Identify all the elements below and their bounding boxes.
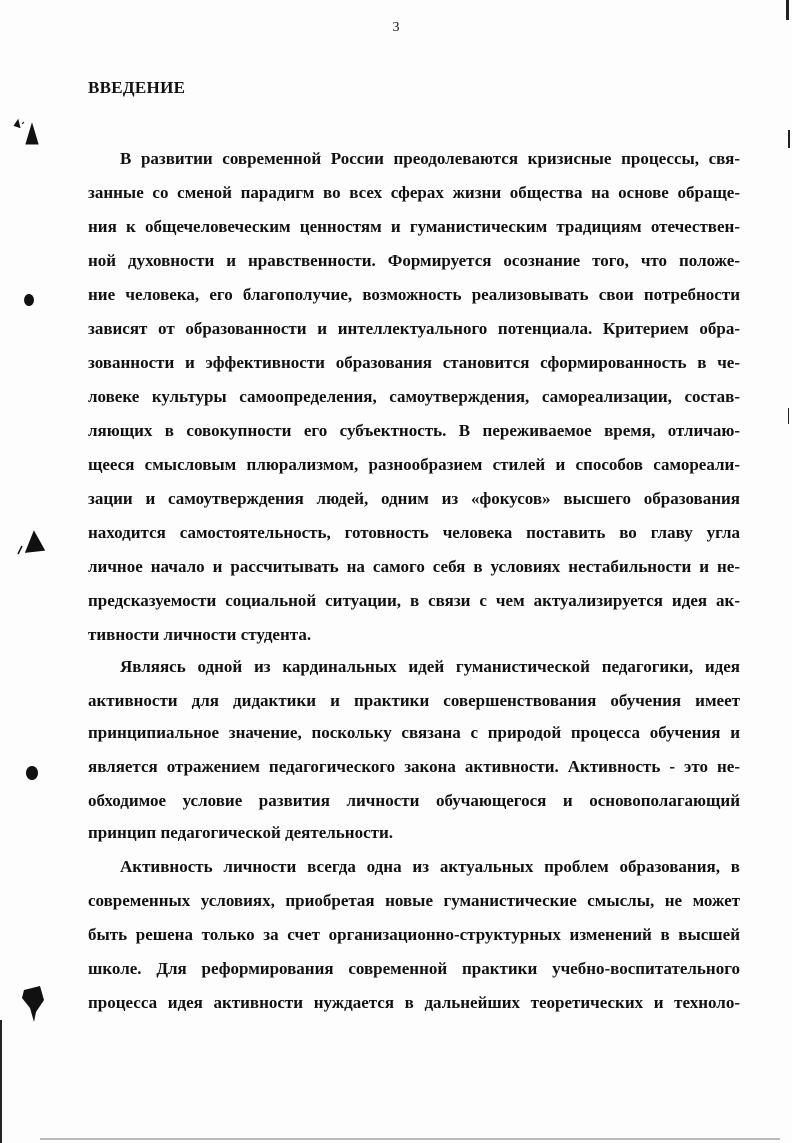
text-line: современных условиях, приобретая новые гуманистические смыслы, не может: [88, 891, 740, 910]
text-line: ляющих в совокупности его субъектность. В переживаемое время, отличаю-: [88, 421, 740, 440]
text-line: зависят от образованности и интеллектуального потенциала. Критерием обра-: [88, 319, 740, 338]
text-line: занные со сменой парадигм во всех сферах жизни общества на основе обраще-: [88, 183, 740, 202]
scan-dot-icon: [26, 766, 38, 780]
page-title: ВВЕДЕНИЕ: [88, 78, 186, 97]
text-line: активности для дидактики и практики совершенствования обучения имеет: [88, 691, 740, 710]
scan-dot-icon: [24, 294, 34, 306]
scan-mark-icon: [20, 984, 48, 1024]
text-line: предсказуемости социальной ситуации, в связи с чем актуализируется идея ак-: [88, 591, 740, 610]
scan-edge-line: [40, 1138, 780, 1140]
text-line: Являясь одной из кардинальных идей гуманистической педагогики, идея: [120, 657, 740, 676]
page-number: 3: [392, 20, 400, 35]
text-line: ние человека, его благополучие, возможность реализовывать свои потребности: [88, 285, 740, 304]
text-line: зованности и эффективности образования становится сформированность в че-: [88, 353, 740, 372]
text-line: зации и самоутверждения людей, одним из «фокусов» высшего образования: [88, 489, 740, 508]
text-line: ния к общечеловеческим ценностям и гуманистическим традициям отечествен-: [88, 217, 740, 236]
text-line: принципиальное значение, поскольку связана с природой процесса обучения и: [88, 723, 740, 742]
text-line: является отражением педагогического закона активности. Активность - это не-: [88, 757, 740, 776]
text-line: находится самостоятельность, готовность человека поставить во главу угла: [88, 523, 740, 542]
text-line: быть решена только за счет организационно-структурных изменений в высшей: [88, 925, 740, 944]
text-line: процесса идея активности нуждается в дальнейших теоретических и техноло-: [88, 993, 740, 1012]
text-line: ной духовности и нравственности. Формируется осознание того, что положе-: [88, 251, 740, 270]
scan-edge-line: [786, 0, 789, 20]
text-line: ловеке культуры самоопределения, самоутверждения, самореализации, состав-: [88, 387, 740, 406]
text-line: Активность личности всегда одна из актуальных проблем образования, в: [120, 857, 740, 876]
text-line: личное начало и рассчитывать на самого себя в условиях нестабильности и не-: [88, 557, 740, 576]
scan-edge-line: [788, 130, 790, 148]
text-line: В развитии современной России преодолеваются кризисные процессы, свя-: [120, 149, 740, 168]
text-line: школе. Для реформирования современной практики учебно-воспитательного: [88, 959, 740, 978]
scan-mark-icon: [14, 528, 48, 558]
scan-edge-line: [0, 1020, 2, 1143]
text-line: щееся смысловым плюрализмом, разнообразием стилей и способов самореали-: [88, 455, 740, 474]
scan-edge-line: [788, 408, 789, 424]
scan-mark-icon: [8, 116, 44, 146]
text-line: принцип педагогической деятельности.: [88, 823, 394, 842]
text-line: тивности личности студента.: [88, 625, 312, 644]
text-line: обходимое условие развития личности обучающегося и основополагающий: [88, 791, 740, 810]
